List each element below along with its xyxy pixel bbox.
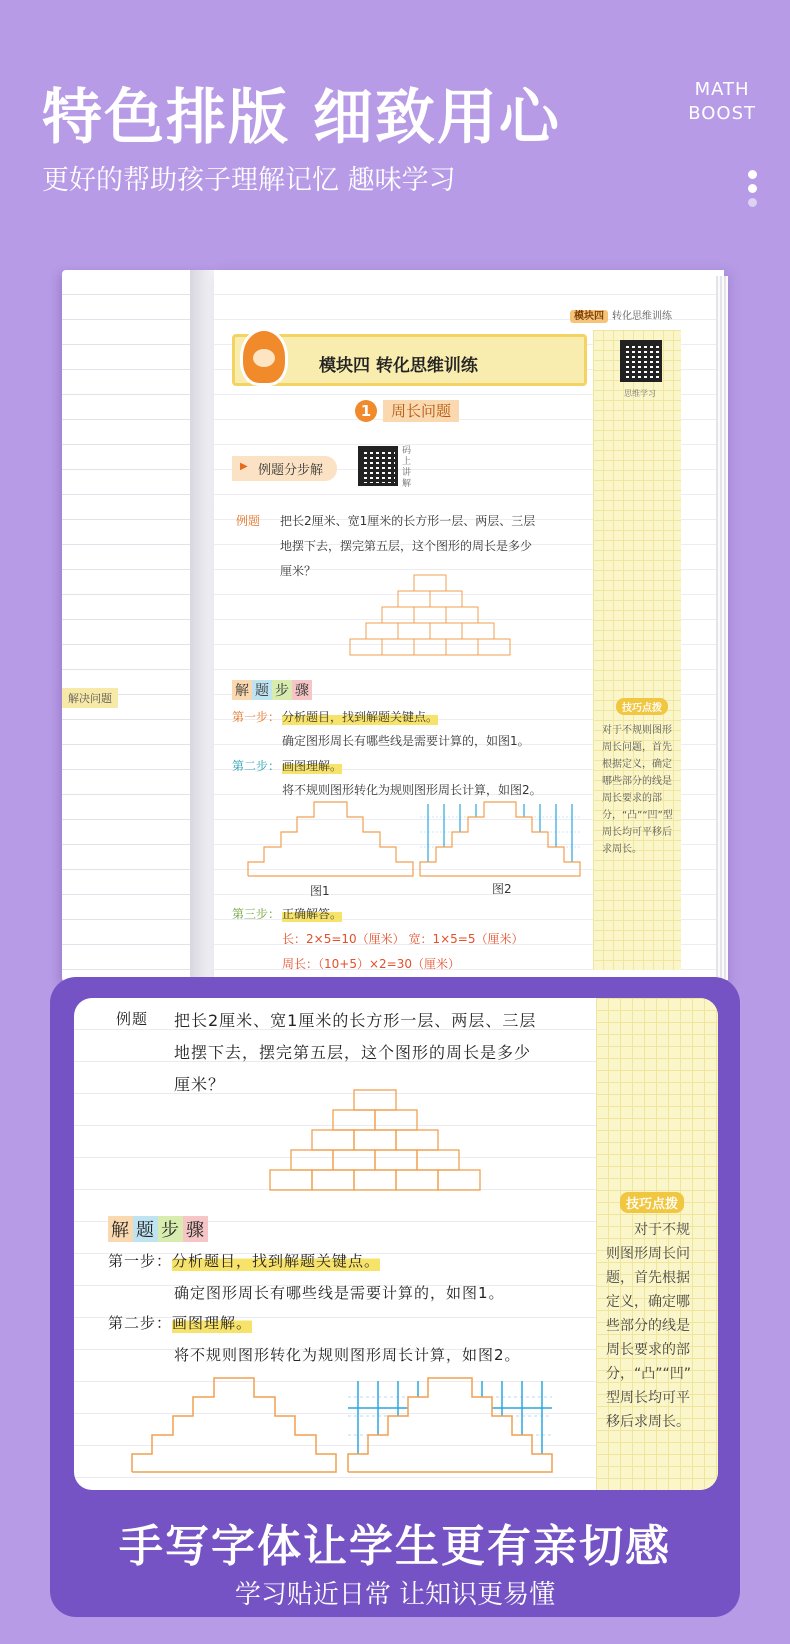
step1-detail: 确定图形周长有哪些线是需要计算的，如图1。 [282,734,530,748]
step2-label: 第二步： [232,759,281,773]
steps-header-char-3: 步 [272,680,292,700]
zoom-tip-line-6: 周长要求的部 [606,1342,690,1358]
figure-1-caption: 图1 [310,884,330,898]
notes-sidebar [593,330,681,970]
zoom-tip-line-4: 定义，确定哪 [606,1294,690,1310]
zoom-example-line-2: 地摆下去，摆完第五层，这个图形的周长是多少 [174,1043,532,1062]
step1-label: 第一步： [232,710,281,724]
zoom-tip-line-5: 些部分的线是 [606,1318,690,1334]
zoom-step2-label: 第二步： [108,1314,173,1332]
example-line-2: 地摆下去，摆完第五层，这个图形的周长是多少 [280,539,533,553]
running-header [570,307,672,322]
module-banner: 模块四 转化思维训练 [232,334,587,386]
steps-header [232,680,312,700]
zoom-steps-header [108,1216,208,1242]
figure-2-caption: 图2 [492,882,512,896]
figure-1-small [248,802,413,876]
running-header-module: 模块四 [570,310,608,323]
mascot-icon [240,328,288,386]
zoom-example-label: 例题 [116,1010,149,1028]
step1-text: 分析题目，找到解题关键点。 [282,710,439,724]
zoom-steps-header-char-2: 题 [133,1216,158,1242]
zoom-tip-line-9: 移后求周长。 [606,1414,690,1430]
zoom-tip-line-7: 分，“凸”“凹” [606,1366,692,1382]
zoom-panel [74,998,718,1490]
steps-header-char-4: 骤 [292,680,312,700]
zoom-steps-header-char-4: 骤 [183,1216,208,1242]
step3-label: 第三步： [232,907,281,921]
more-menu-icon[interactable] [748,170,758,212]
footer-subtitle: 学习贴近日常 让知识更易懂 [234,1580,556,1610]
page-subtitle: 更好的帮助孩子理解记忆 趣味学习 [42,165,456,196]
step3-text: 正确解答。 [282,907,343,921]
zoom-example-line-1: 把长2厘米、宽1厘米的长方形一层、两层、三层 [174,1011,537,1030]
example-line-3: 厘米？ [280,564,317,578]
left-page-fragment: 解决问题 [62,688,118,708]
zoom-step1-text: 分析题目，找到解题关键点。 [172,1252,381,1270]
zoom-step1-detail: 确定图形周长有哪些线是需要计算的，如图1。 [174,1284,505,1302]
tip-title: 技巧点拨 [616,698,668,715]
zoom-step2-detail: 将不规则图形转化为规则图形周长计算，如图2。 [174,1346,521,1364]
page-edges [716,276,728,980]
qr-caption: 思维学习 [624,389,656,398]
zoom-tip-line-8: 型周长均可平 [606,1390,690,1406]
zoom-tip-title: 技巧点拨 [620,1192,684,1213]
tip-text: 对于不规则图形周长问题，首先根据定义，确定哪些部分的线是周长要求的部分，“凸”“凹”型周长均可平移后求周长。 [602,725,673,855]
zoom-tip-line-3: 题，首先根据 [606,1270,690,1286]
zoom-step1-label: 第一步： [108,1252,173,1270]
zoom-tip-text [606,1218,716,1434]
steps-header-char-2: 题 [252,680,272,700]
answer-line-2: 周长：（10+5）×2=30（厘米） [282,957,460,971]
figure-1-large [132,1378,336,1472]
step2-detail: 将不规则图形转化为规则图形周长计算，如图2。 [282,783,542,797]
scan-caption: 码上讲解 [402,446,412,489]
zoom-steps-header-char-1: 解 [108,1216,133,1242]
example-label: 例题 [236,514,261,528]
step2-text: 画图理解。 [282,759,343,773]
zoom-step2-text: 画图理解。 [172,1314,253,1332]
brand-line-1: MATH [694,79,750,100]
running-header-title: 转化思维训练 [612,311,672,322]
section-title-label: 周长问题 [383,400,459,422]
zoom-steps-header-char-3: 步 [158,1216,183,1242]
zoom-tip-line-2: 则图形周长问 [606,1246,690,1262]
zoom-tip-line-1: 对于不规 [634,1222,690,1238]
figure-2-small [420,802,580,876]
example-qr-code-icon[interactable] [358,446,398,486]
section-title [355,400,459,422]
brand-line-2: BOOST [688,103,756,124]
answer-line-1: 长：2×5=10（厘米） 宽：1×5=5（厘米） [282,932,524,946]
page-title: 特色排版 细致用心 [42,83,561,153]
zoom-example-line-3: 厘米？ [174,1075,226,1094]
brand-logo [688,78,756,126]
section-number: 1 [355,400,377,422]
footer-title: 手写字体让学生更有亲切感 [119,1521,671,1572]
example-pill: ▶ 例题分步解 [232,456,337,481]
example-line-1: 把长2厘米、宽1厘米的长方形一层、两层、三层 [280,514,536,528]
brick-pyramid-large [270,1090,482,1190]
figure-2-large [348,1378,552,1472]
steps-header-char-1: 解 [232,680,252,700]
brick-pyramid-small [350,575,520,655]
qr-code-icon[interactable] [620,340,662,382]
